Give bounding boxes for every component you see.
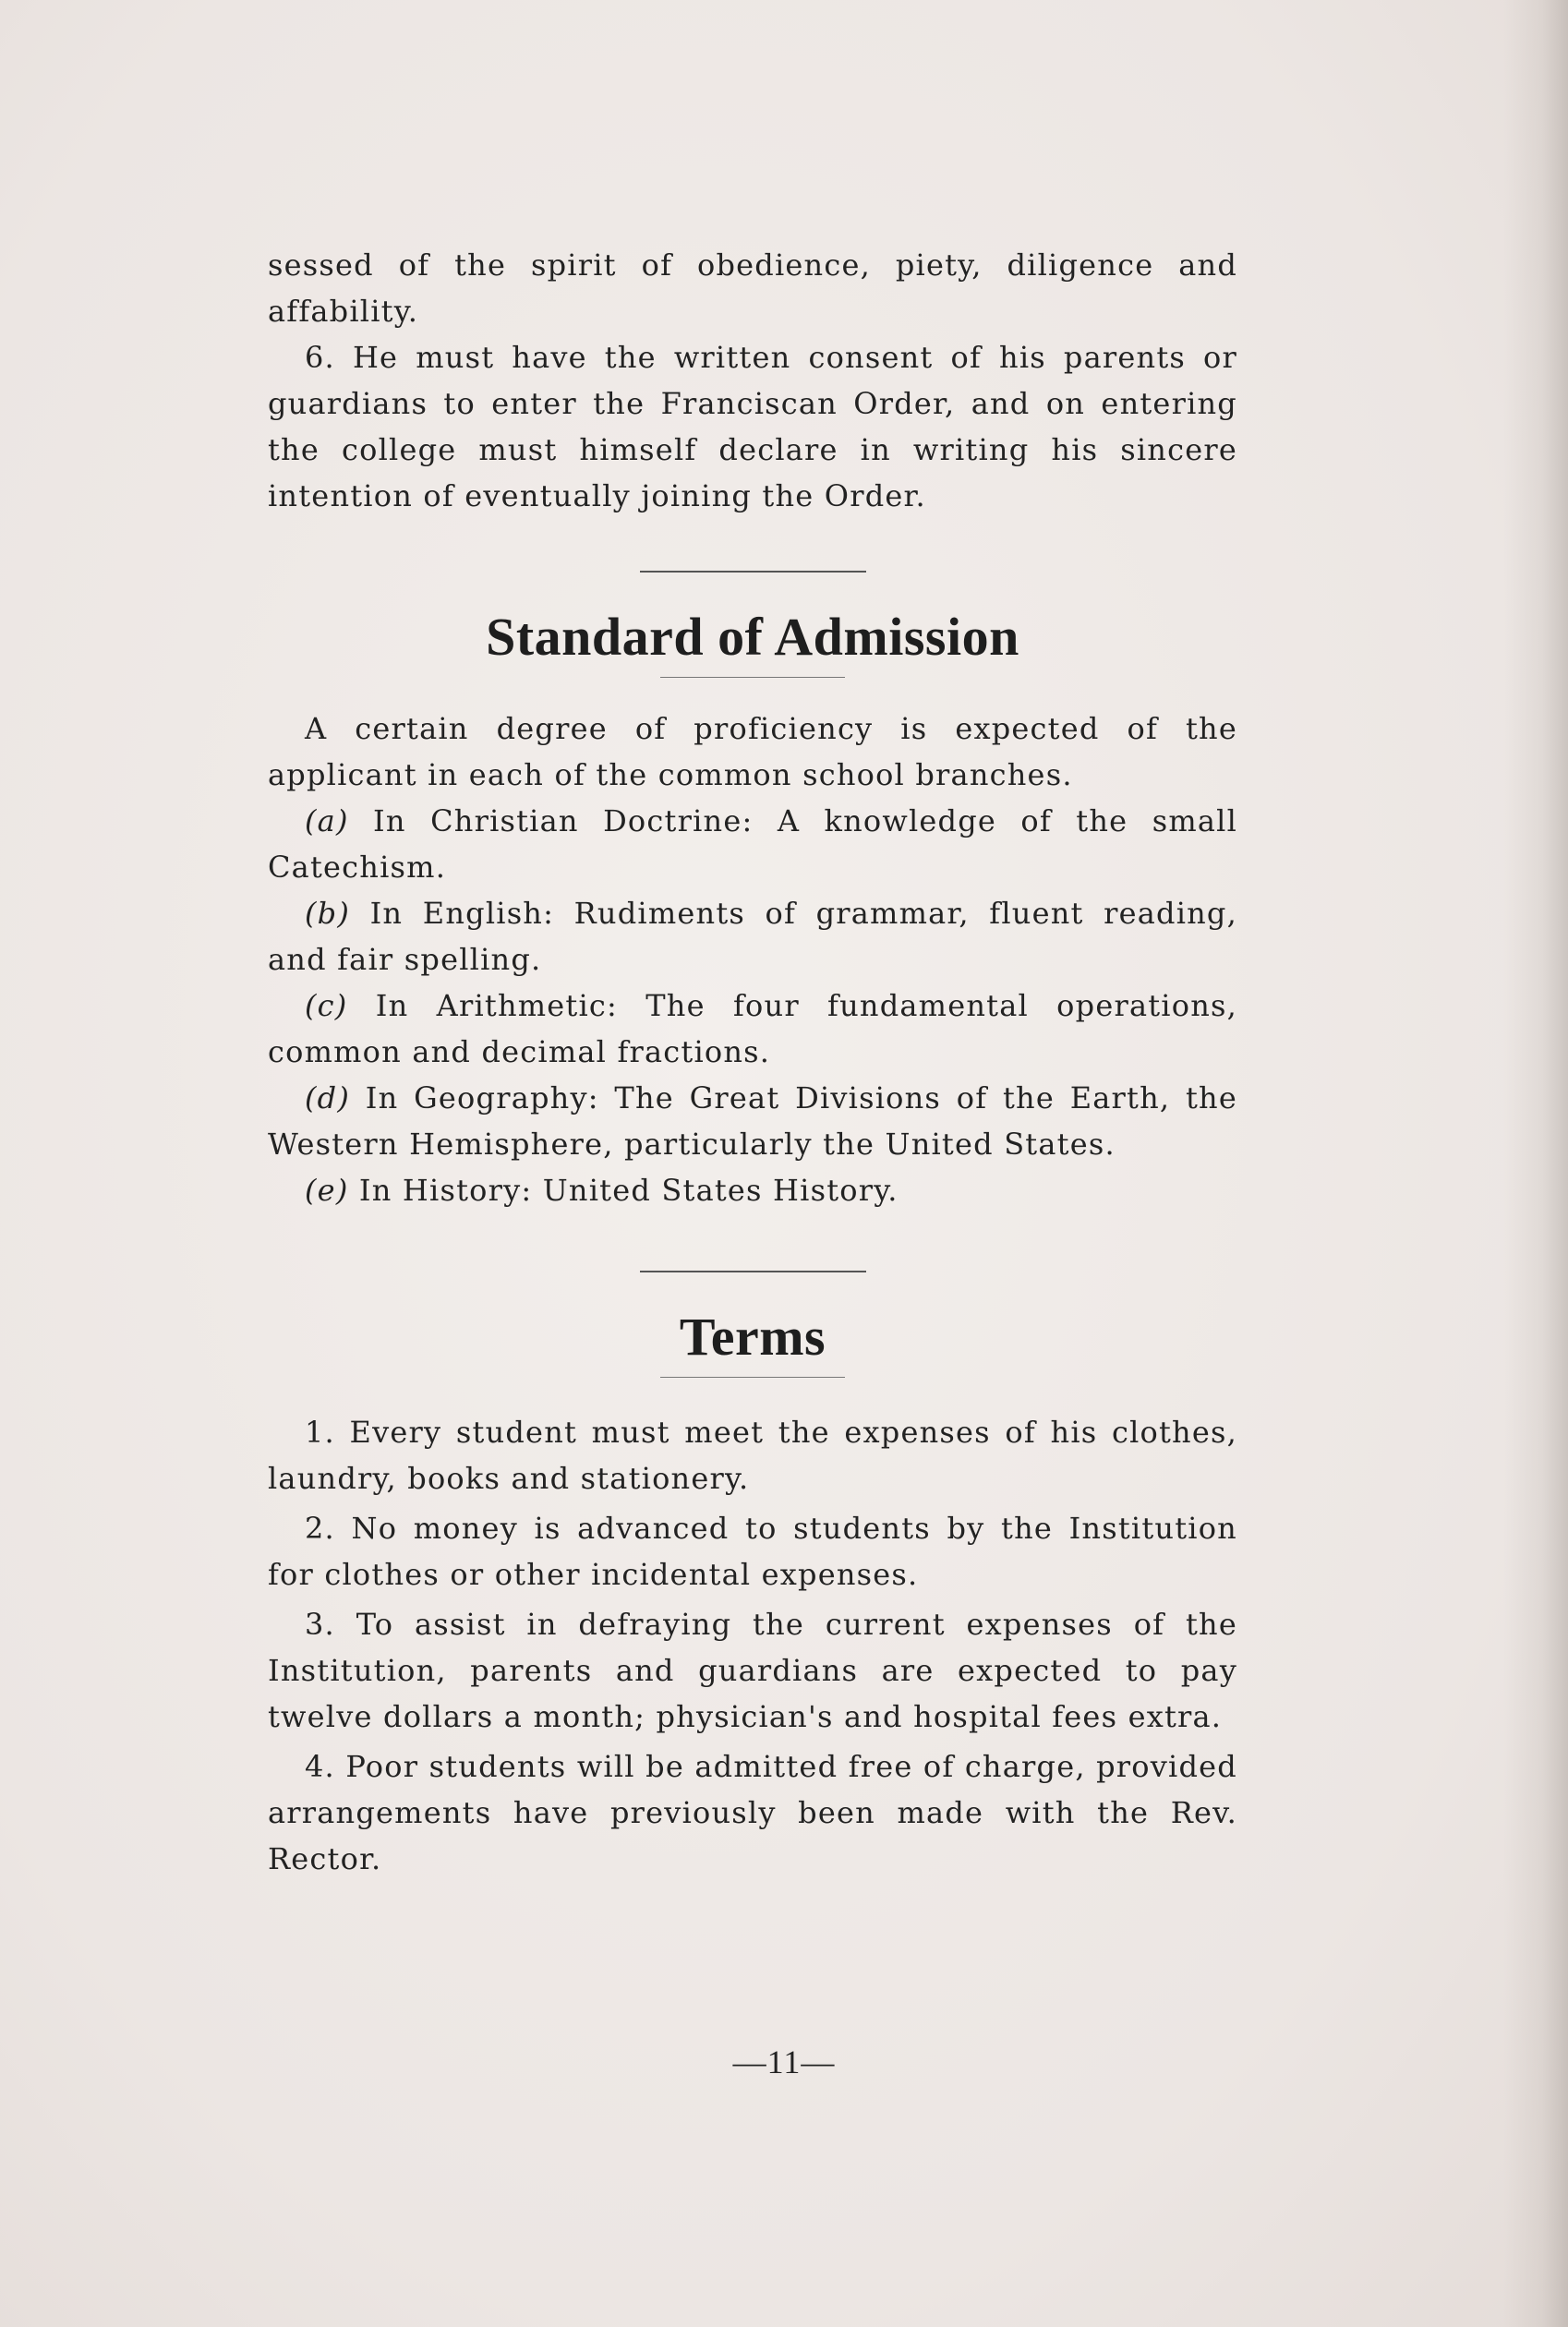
admission-item-label: (c)	[305, 988, 348, 1023]
section-divider	[640, 571, 866, 573]
admission-item-label: (d)	[305, 1080, 351, 1115]
admission-item-d	[268, 1075, 1237, 1167]
terms-item-4: 4. Poor students will be admitted free of charge, provided arrangements have previously been made with the Rev. Rector.	[268, 1749, 1237, 1876]
terms-item-3: 3. To assist in defraying the current expenses of the Institution, parents and guardians are expected to pay twelve dollars a month; physician's and hospital fees extra.	[268, 1607, 1237, 1734]
admission-item-text: In Geography: The Great Divisions of the Earth, the Western Hemisphere, particularly the United States.	[268, 1080, 1237, 1162]
admission-item-b	[268, 890, 1237, 983]
admission-item-text: In History: United States History.	[358, 1173, 899, 1208]
intro-continuation: sessed of the spirit of obedience, piety, diligence and affability.	[268, 247, 1237, 329]
admission-item-a	[268, 798, 1237, 890]
page-content	[268, 242, 1237, 1882]
section-divider	[640, 1271, 866, 1272]
intro-item-6: 6. He must have the written consent of his parents or guardians to enter the Franciscan Order, and on entering the college must himself declare in writing his sincere intention of eventually joining the Order.	[268, 340, 1237, 513]
terms-item-2: 2. No money is advanced to students by the Institution for clothes or other incidental expenses.	[268, 1511, 1237, 1592]
admission-item-c	[268, 983, 1237, 1075]
admission-item-text: In Arithmetic: The four fundamental operations, common and decimal fractions.	[268, 988, 1238, 1069]
admission-item-text: In Christian Doctrine: A knowledge of the small Catechism.	[268, 803, 1238, 885]
heading-underline	[660, 677, 845, 678]
terms-item-1: 1. Every student must meet the expenses of his clothes, laundry, books and stationery.	[268, 1415, 1237, 1496]
heading-underline	[660, 1377, 845, 1378]
admission-item-label: (a)	[305, 803, 349, 838]
page-number: —11—	[732, 2044, 836, 2080]
admission-item-label: (e)	[305, 1173, 349, 1208]
admission-item-text: In English: Rudiments of grammar, fluent reading, and fair spelling.	[268, 896, 1237, 977]
terms-heading: Terms	[679, 1307, 826, 1367]
admission-item-label: (b)	[305, 896, 351, 931]
admission-lead: A certain degree of proficiency is expected of the applicant in each of the common school branches.	[268, 711, 1237, 792]
admission-item-e	[268, 1167, 1237, 1213]
page-edge-shadow	[1503, 0, 1568, 2327]
admission-heading: Standard of Admission	[486, 607, 1019, 667]
